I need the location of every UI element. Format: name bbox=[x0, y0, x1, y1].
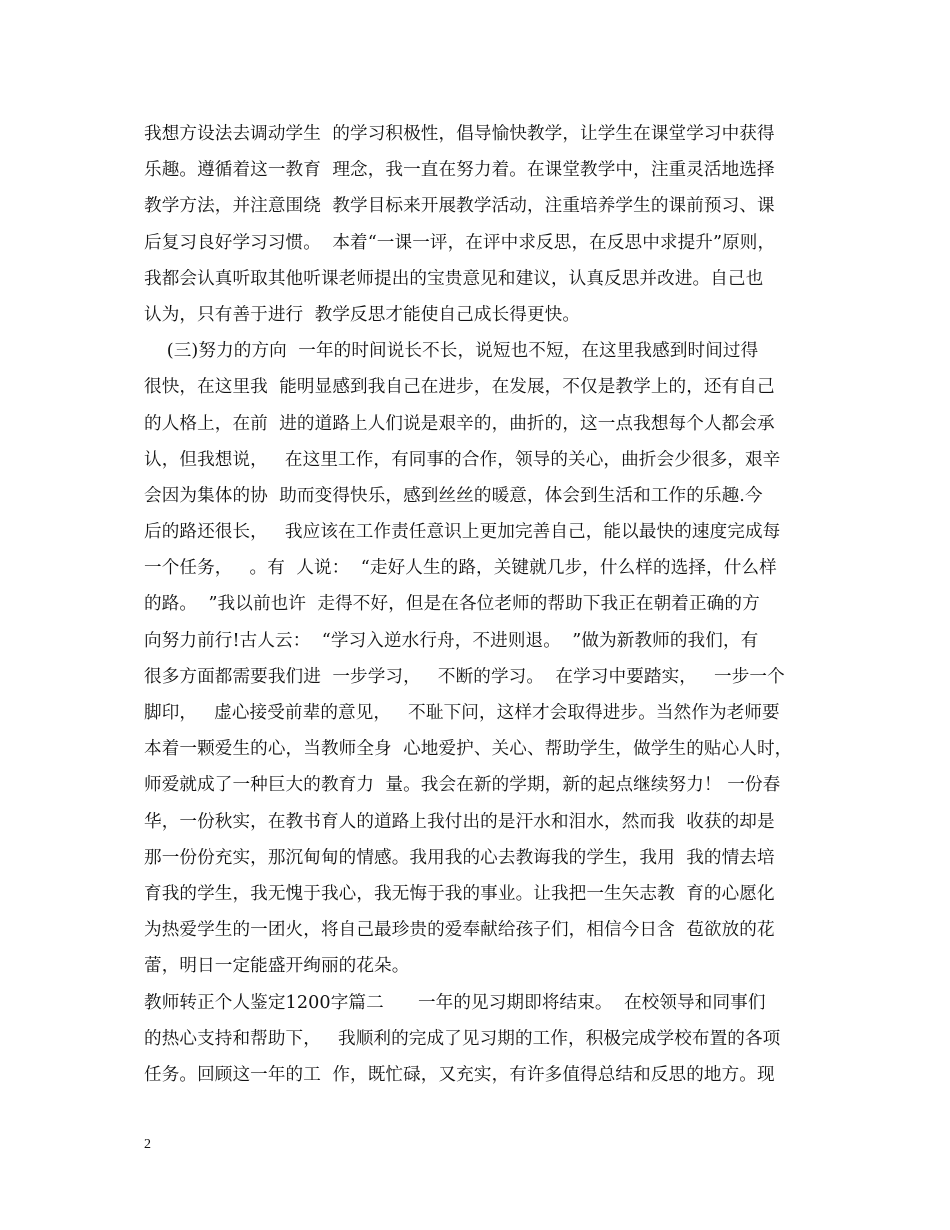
text-line: 乐趣。遵循着这一教育 理念，我一直在努力着。在课堂教学中，注重灵活地选择 bbox=[144, 160, 775, 181]
text-line: 后复习良好学习习惯。 本着“一课一评，在评中求反思，在反思中求提升”原则， bbox=[144, 232, 776, 253]
text-line: 我想方设法去调动学生 的学习积极性，倡导愉快教学，让学生在课堂学习中获得 bbox=[144, 124, 775, 144]
text-line: 认，但我想说， 在这里工作，有同事的合作，领导的关心，曲折会少很多，艰辛 bbox=[144, 449, 781, 470]
text-line: 很快，在这里我 能明显感到我自己在进步，在发展，不仅是教学上的，还有自己 bbox=[144, 377, 775, 398]
text-line: 本着一颗爱生的心，当教师全身 心地爱护、关心、帮助学生，做学生的贴心人时， bbox=[144, 739, 793, 760]
text-line: 那一份份充实，那沉甸甸的情感。我用我的心去教诲我的学生，我用 我的情去培 bbox=[144, 847, 775, 868]
body-text bbox=[144, 116, 844, 1093]
text-line: 的人格上，在前 进的道路上人们说是艰辛的，曲折的，这一点我想每个人都会承 bbox=[144, 413, 775, 434]
text-line: 的路。 ”我以前也许 走得不好，但是在各位老师的帮助下我正在朝着正确的方 bbox=[144, 594, 760, 615]
section-heading-line: 教师转正个人鉴定1200字篇二 一年的见习期即将结束。 在校领导和同事们 bbox=[144, 992, 766, 1013]
text-line: 育我的学生，我无愧于我心，我无悔于我的事业。让我把一生矢志教 育的心愿化 bbox=[144, 883, 775, 904]
text-line: 华，一份秋实，在教书育人的道路上我付出的是汗水和泪水，然而我 收获的却是 bbox=[144, 811, 775, 832]
text-line: (三)努力的方向 一年的时间说长不长，说短也不短，在这里我感到时间过得 bbox=[144, 341, 759, 362]
text-line: 任务。回顾这一年的工 作，既忙碌，又充实，有许多值得总结和反思的地方。现 bbox=[144, 1064, 775, 1085]
text-line: 我都会认真听取其他听课老师提出的宝贵意见和建议，认真反思并改进。自己也 bbox=[144, 268, 764, 289]
text-line: 认为，只有善于进行 教学反思才能使自己成长得更快。 bbox=[144, 304, 581, 325]
text-line: 一个任务， 。有 人说： “走好人生的路，关键就几步，什么样的选择，什么样 bbox=[144, 558, 777, 579]
text-line: 蕾，明日一定能盛开绚丽的花朵。 bbox=[144, 956, 410, 977]
text-line: 教学方法，并注意围绕 教学目标来开展教学活动，注重培养学生的课前预习、课 bbox=[144, 196, 775, 217]
text-line: 脚印， 虚心接受前辈的意见， 不耻下问，这样才会取得进步。当然作为老师要 bbox=[144, 703, 780, 723]
text-line: 的热心支持和帮助下， 我顺利的完成了见习期的工作，积极完成学校布置的各项 bbox=[144, 1028, 781, 1049]
page-number: 2 bbox=[144, 1137, 151, 1152]
text-line: 会因为集体的协 助而变得快乐，感到丝丝的暖意，体会到生活和工作的乐趣.今 bbox=[144, 485, 763, 506]
text-line: 很多方面都需要我们进 一步学习， 不断的学习。 在学习中要踏实， 一步一个 bbox=[144, 666, 785, 687]
text-line: 后的路还很长， 我应该在工作责任意识上更加完善自己，能以最快的速度完成每 bbox=[144, 522, 781, 543]
text-line: 向努力前行!古人云： “学习入逆水行舟，不进则退。 ”做为新教师的我们，有 bbox=[144, 630, 759, 651]
text-line: 为热爱学生的一团火，将自己最珍贵的爱奉献给孩子们，相信今日含 苞欲放的花 bbox=[144, 920, 775, 941]
text-line: 师爱就成了一种巨大的教育力 量。我会在新的学期，新的起点继续努力！ 一份春 bbox=[144, 775, 781, 796]
